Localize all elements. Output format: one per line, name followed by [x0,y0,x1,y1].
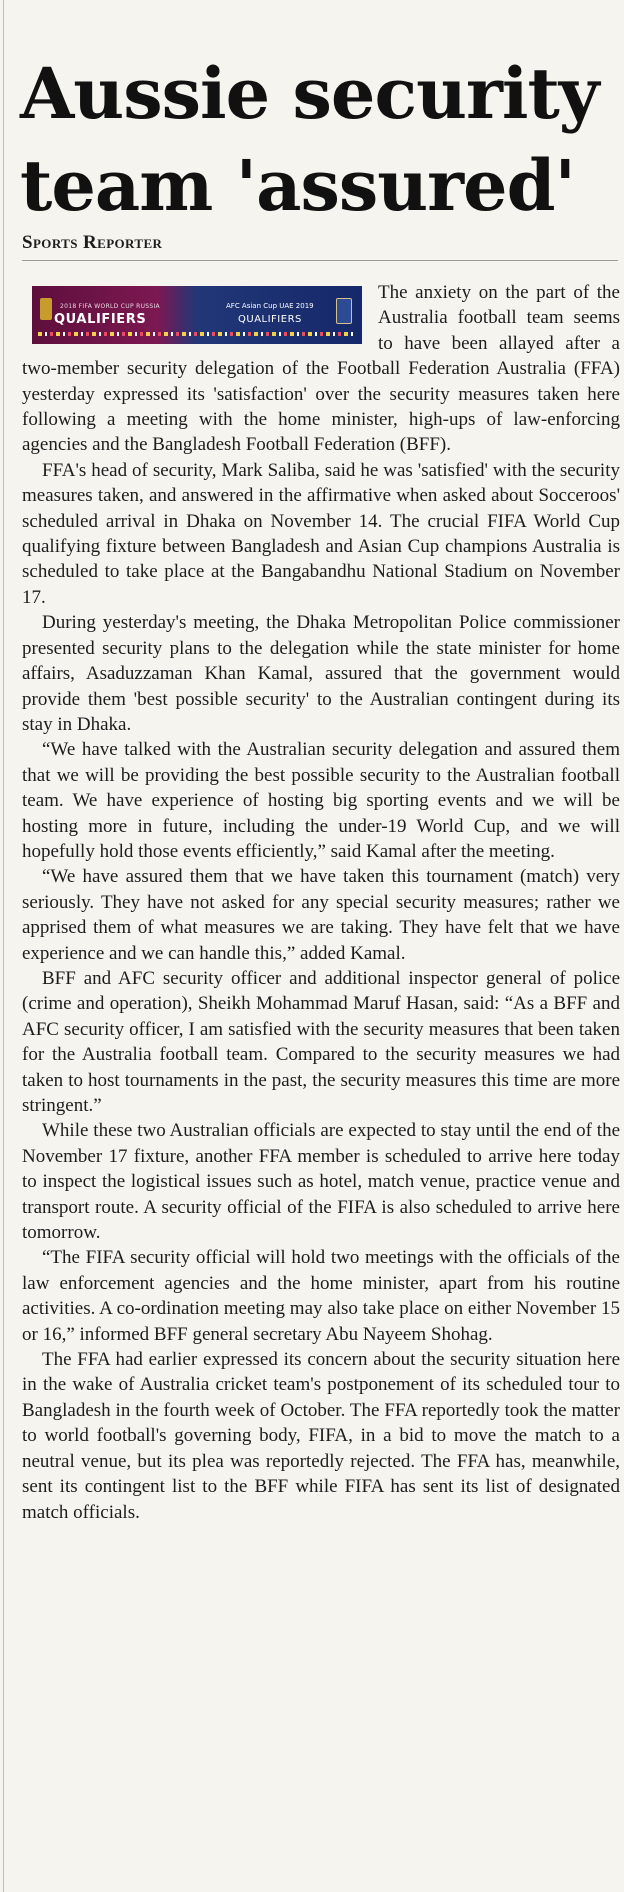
headline-line-2: team 'assured' [20,144,575,227]
banner-right-label: QUALIFIERS [238,314,302,325]
paragraph: “We have assured them that we have taken this tournament (match) very seriously. They have not asked for any special security measures; rather we apprised them of what measures we are taking. They have felt that we have experience and we can handle this,” added Kamal. [22,866,620,964]
banner-left-caption: 2018 FIFA WORLD CUP RUSSIA [60,303,160,310]
afc-logo-icon [336,298,352,324]
headline [20,48,620,232]
trophy-icon [40,298,52,320]
banner-left-label: QUALIFIERS [54,312,147,327]
paragraph: “The FIFA security official will hold two meetings with the officials of the law enforcement agencies and the home minister, apart from his routine activities. A co-ordination meeting may also take place on either November 15 or 16,” informed BFF general secretary Abu Nayeem Shohag. [22,1247,620,1345]
paragraph: “We have talked with the Australian security delegation and assured them that we will be providing the best possible security to the Australian football team. We have experience of hosting big sporting events and we will be hosting more in future, including the under-19 World Cup, and we will hopefully hold those events efficiently,” said Kamal after the meeting. [22,739,620,862]
column-rule [3,0,4,1892]
paragraph: FFA's head of security, Mark Saliba, said he was 'satisfied' with the security measures taken, and answered in the affirmative when asked about Socceroos' scheduled arrival in Dhaka on November 14. The crucial FIFA World Cup qualifying fixture between Bangladesh and Asian Cup champions Australia is scheduled to take place at the Bangabandhu National Stadium on November 17. [22,459,620,608]
paragraph: During yesterday's meeting, the Dhaka Metropolitan Police commissioner presented security plans to the delegation while the state minister for home affairs, Asaduzzaman Khan Kamal, assured that the government would provide them 'best possible security' to the Australian contingent during its stay in Dhaka. [22,612,620,735]
flag-strip-decoration [38,332,356,336]
qualifiers-banner-image [32,286,362,344]
byline: Sports Reporter [22,232,163,253]
paragraph: While these two Australian officials are expected to stay until the end of the November 17 fixture, another FFA member is scheduled to arrive here today to inspect the logistical issues such as hotel, match venue, practice venue and transport route. A security official of the FIFA is also scheduled to arrive here tomorrow. [22,1120,620,1244]
paragraph: The anxiety on the part of the Australia football team seems to have been allayed after a two-member security delegation of the Football Federation Australia (FFA) yesterday expressed its 'satisfaction' over the security measures taken here following a meeting with the home minister, high-ups of law-enforcing agencies and the Bangladesh Football Federation (BFF). [22,282,620,456]
paragraph: The FFA had earlier expressed its concern about the security situation here in the wake of Australia cricket team's postponement of its scheduled tour to Bangladesh in the fourth week of October. The FFA reportedly took the matter to world football's governing body, FIFA, in a bid to move the match to a neutral venue, but its plea was reportedly rejected. The FFA has, meanwhile, sent its contingent list to the BFF while FIFA has sent its list of designated match officials. [22,1349,620,1523]
paragraph: BFF and AFC security officer and additional inspector general of police (crime and operation), Sheikh Mohammad Maruf Hasan, said: “As a BFF and AFC security officer, I am satisfied with the security measures that been taken for the Australia football team. Compared to the security measures we had taken to host tournaments in the past, the security measures this time are more stringent.” [22,967,620,1116]
banner-right-caption: AFC Asian Cup UAE 2019 [226,302,314,310]
article-body [22,280,620,1525]
byline-divider [22,260,618,261]
headline-line-1: Aussie security [20,52,599,135]
